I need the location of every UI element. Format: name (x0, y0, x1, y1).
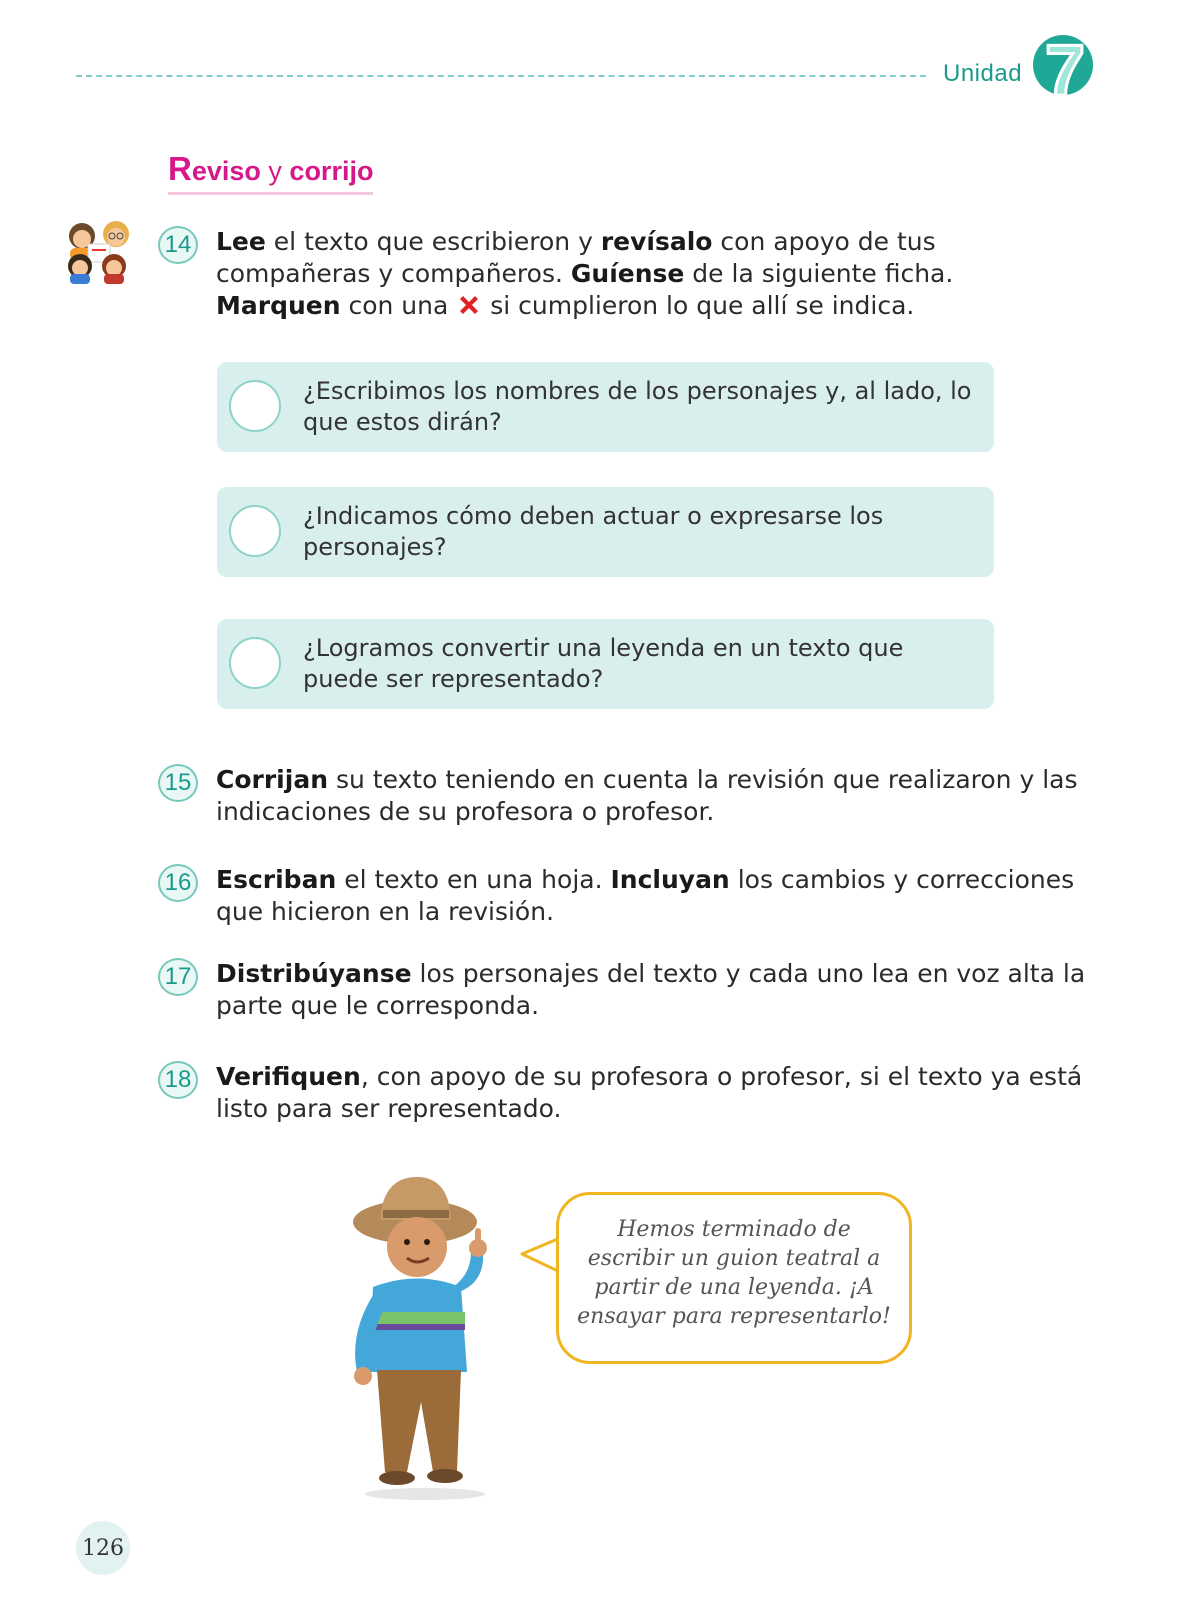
unit-label: Unidad (943, 60, 1023, 87)
students-group-icon (62, 218, 136, 284)
page-number: 126 (76, 1521, 130, 1575)
item-15-text: Corrijan su texto teniendo en cuenta la revisión que realizaron y las indicaciones de su profesora o profesor. (216, 765, 1078, 826)
item-18-text: Verifiquen, con apoyo de su profesora o profesor, si el texto ya está listo para ser representado. (216, 1062, 1083, 1123)
header-dashed-line (76, 75, 926, 77)
checklist-text: ¿Logramos convertir una leyenda en un texto que puede ser representado? (303, 634, 904, 693)
item-number-16: 16 (158, 864, 198, 902)
item-number-18: 18 (158, 1061, 198, 1099)
item-14-text: Lee el texto que escribieron y revísalo con apoyo de tus compañeras y compañeros. Guíense de la siguiente ficha. Marquen con una si cumplieron lo que allí se indica. (216, 227, 954, 320)
unit-number: 7 (1044, 33, 1086, 111)
boy-illustration (335, 1172, 510, 1502)
item-16-text: Escriban el texto en una hoja. Incluyan los cambios y correcciones que hicieron en la revisión. (216, 865, 1075, 926)
speech-bubble (556, 1192, 912, 1364)
red-x-icon (456, 292, 482, 318)
checklist-text: ¿Indicamos cómo deben actuar o expresarse los personajes? (303, 502, 884, 561)
checklist-item-1 (217, 362, 994, 452)
unit-number-badge (1030, 33, 1096, 115)
item-17-text: Distribúyanse los personajes del texto y cada uno lea en voz alta la parte que le corresponda. (216, 959, 1086, 1020)
item-number-15: 15 (158, 764, 198, 802)
checklist-item-2 (217, 487, 994, 577)
speech-bubble-text: Hemos terminado de escribir un guion teatral a partir de una leyenda. ¡A ensayar para representarlo! (577, 1217, 891, 1329)
checkbox-circle[interactable] (229, 637, 281, 689)
checklist-text: ¿Escribimos los nombres de los personajes y, al lado, lo que estos dirán? (303, 377, 972, 436)
item-number-17: 17 (158, 958, 198, 996)
item-number-14: 14 (158, 226, 198, 264)
section-title: Reviso y corrijo (168, 150, 373, 195)
checkbox-circle[interactable] (229, 380, 281, 432)
checkbox-circle[interactable] (229, 505, 281, 557)
checklist-item-3 (217, 619, 994, 709)
